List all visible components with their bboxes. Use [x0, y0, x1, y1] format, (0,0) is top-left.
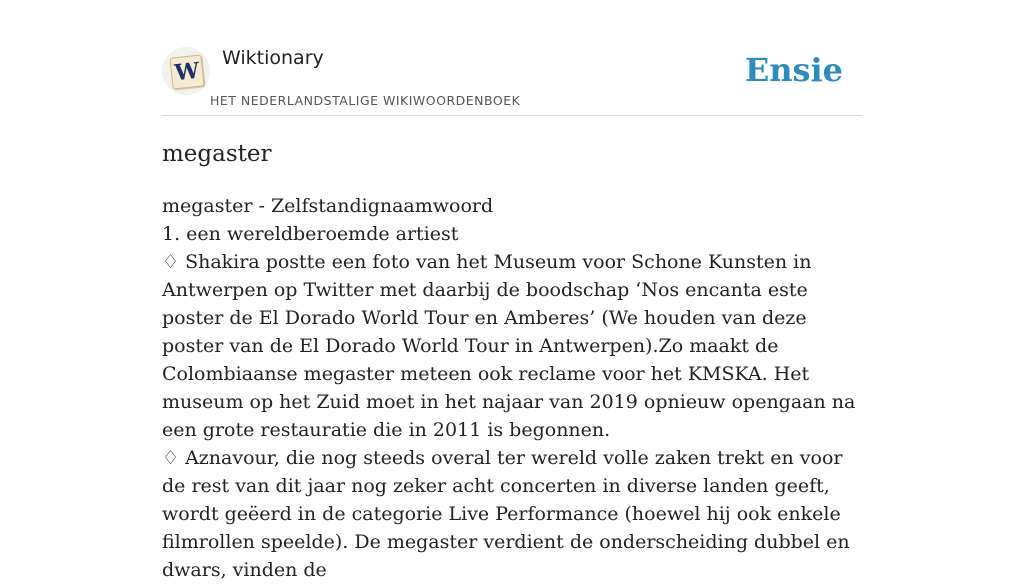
site-name-link[interactable]: Wiktionary [222, 47, 324, 69]
ensie-brand-link[interactable]: Ensie [744, 51, 843, 89]
example-sentence: ♢ Aznavour, die nog steeds overal ter wereld volle zaken trekt en voor de rest van dit jaar nog zeker acht concerten in diverse landen geeft, wordt geëerd in de categorie Live Performance (hoewel hij ook enkele filmrollen speelde). De megaster verdient de onderscheiding dubbel en dwars, vinden de [162, 447, 850, 581]
wiktionary-logo-icon[interactable] [162, 47, 210, 95]
logo-tile [169, 54, 204, 89]
site-tagline: HET NEDERLANDSTALIGE WIKIWOORDENBOEK [210, 93, 521, 108]
entry-content [162, 192, 862, 584]
page-title: megaster [162, 141, 272, 167]
header-divider [162, 115, 862, 116]
part-of-speech: megaster - Zelfstandignaamwoord [162, 195, 494, 217]
page [162, 0, 862, 581]
definition: 1. een wereldberoemde artiest [162, 223, 459, 245]
logo-letter: W [173, 57, 201, 87]
example-sentence: ♢ Shakira postte een foto van het Museum voor Schone Kunsten in Antwerpen op Twitter met daarbij de boodschap ‘Nos encanta este poster de El Dorado World Tour en Amberes’ (We houden van deze poster van de El Dorado World Tour in Antwerpen).Zo maakt de Colombiaanse megaster meteen ook reclame voor het KMSKA. Het museum op het Zuid moet in het najaar van 2019 opnieuw opengaan na een grote restauratie die in 2011 is begonnen. [162, 251, 856, 441]
